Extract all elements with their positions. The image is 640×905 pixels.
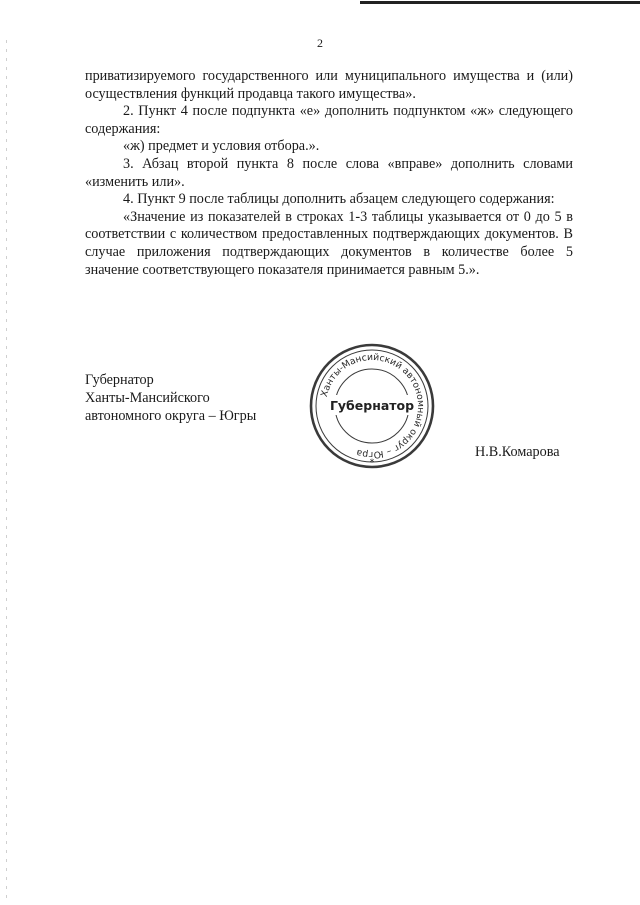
page-number: 2 [317,36,323,50]
scan-edge-mark [6,40,7,900]
signatory-region: Ханты-Мансийского [85,390,210,406]
top-border-line [360,1,640,4]
signatory-name: Н.В.Комарова [475,444,560,460]
signatory-region-cont: автономного округа – Югры [85,408,257,424]
paragraph: приватизируемого государственного или муниципального имущества и (или) осуществления функций продавца такого имущества». [85,68,573,102]
paragraph: 4. Пункт 9 после таблицы дополнить абзацем следующего содержания: [123,191,555,208]
signatory-block [85,371,256,425]
seal-ring-text: Ханты-Мансийский автономный округ – Югра [318,351,427,461]
document-body [85,68,573,279]
paragraph: «Значение из показателей в строках 1-3 таблицы указывается от 0 до 5 в соответствии с количеством предоставленных подтверждающих документов. В случае приложения подтверждающих документов в количестве более 5 значение соответствующего показателя принимается равным 5.». [85,208,573,278]
paragraph: «ж) предмет и условия отбора.». [123,138,320,155]
seal-center-text: Губернатор [329,398,415,413]
paragraph: 3. Абзац второй пункта 8 после слова «вправе» дополнить словами «изменить или». [85,155,573,190]
seal-star: * [369,458,375,468]
official-seal-stamp [308,342,436,470]
paragraph: 2. Пункт 4 после подпункта «е» дополнить подпунктом «ж» следующего содержания: [85,103,573,137]
signatory-title: Губернатор [85,372,154,388]
